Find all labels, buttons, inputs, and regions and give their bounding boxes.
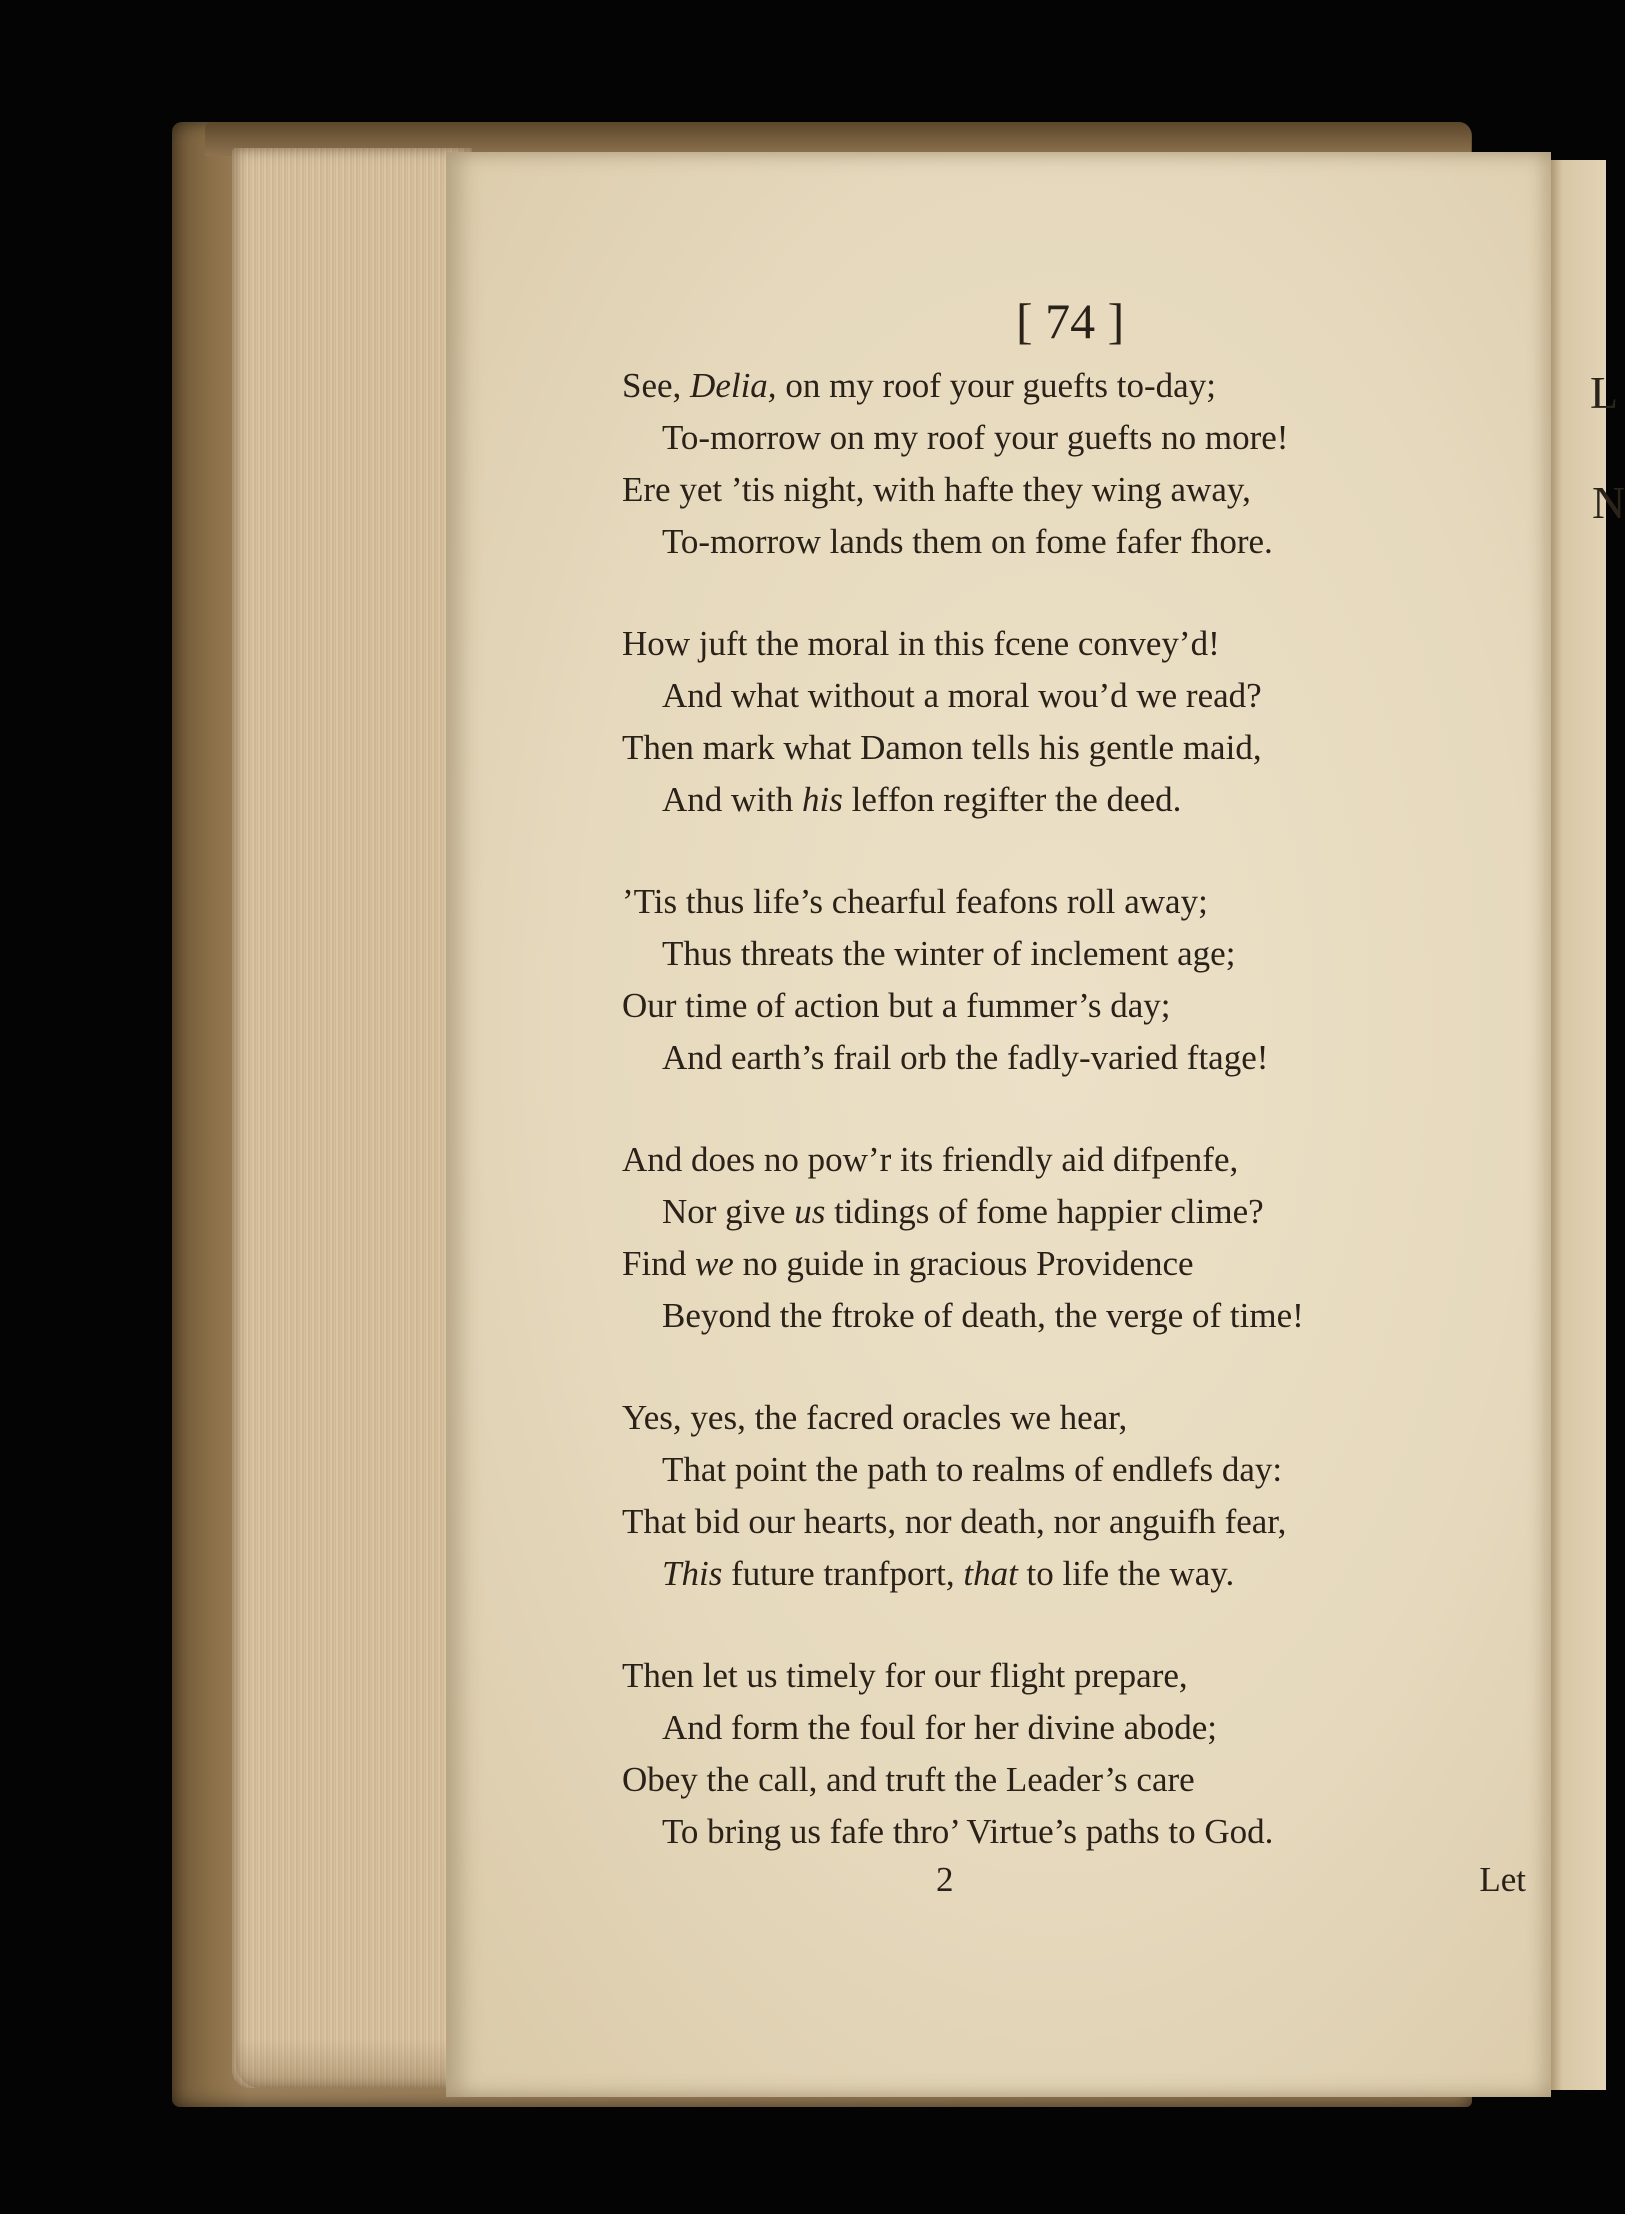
poem-line xyxy=(622,412,1522,464)
opposite-page-letter: L xyxy=(1590,367,1619,418)
poem-line xyxy=(622,1238,1522,1290)
poem-line xyxy=(622,722,1522,774)
poem-line xyxy=(622,516,1522,568)
page-block-edges xyxy=(232,148,472,2088)
text-segment: And earth’s frail orb the fadly-varied ftage! xyxy=(662,1038,1269,1077)
poem-line xyxy=(622,670,1522,722)
italic-segment: us xyxy=(794,1192,826,1231)
poem-line xyxy=(622,1392,1522,1444)
text-segment: And form the foul for her divine abode; xyxy=(662,1708,1217,1747)
text-segment: no guide in gracious Providence xyxy=(733,1244,1194,1283)
text-segment: Obey the call, and truft the Leader’s care xyxy=(622,1760,1195,1799)
text-segment: Nor give xyxy=(662,1192,795,1231)
poem-line xyxy=(622,980,1522,1032)
poem-line xyxy=(622,774,1522,826)
text-segment: to life the way. xyxy=(1017,1554,1235,1593)
poem-line xyxy=(622,1444,1522,1496)
poem-line xyxy=(622,1806,1522,1858)
stanza xyxy=(622,360,1522,568)
text-segment: on my roof your guefts to-day; xyxy=(776,366,1216,405)
text-segment: To bring us fafe thro’ Virtue’s paths to God. xyxy=(662,1812,1274,1851)
poem-line xyxy=(622,1548,1522,1600)
text-segment: Then let us timely for our flight prepare, xyxy=(622,1656,1188,1695)
text-segment: Yes, yes, the facred oracles we hear, xyxy=(622,1398,1128,1437)
stanza xyxy=(622,1392,1522,1600)
stanza xyxy=(622,618,1522,826)
stanza xyxy=(622,1134,1522,1342)
text-segment: How juft the moral in this fcene convey’d! xyxy=(622,624,1220,663)
text-segment: Then mark what Damon tells his gentle maid, xyxy=(622,728,1262,767)
italic-segment: we xyxy=(694,1244,734,1283)
poem-line xyxy=(622,1702,1522,1754)
poem-line xyxy=(622,1754,1522,1806)
poem-line xyxy=(622,876,1522,928)
stanza xyxy=(622,1650,1522,1858)
italic-segment: that xyxy=(963,1554,1018,1593)
page-number: [ 74 ] xyxy=(1016,293,1125,349)
italic-segment: This xyxy=(662,1554,723,1593)
italic-segment: Delia, xyxy=(690,366,777,405)
poem-line xyxy=(622,618,1522,670)
page-footer xyxy=(446,1860,1526,1910)
text-segment: Our time of action but a fummer’s day; xyxy=(622,986,1171,1025)
text-segment: To-morrow on my roof your guefts no more! xyxy=(662,418,1289,457)
text-segment: To-morrow lands them on fome fafer fhore. xyxy=(662,522,1273,561)
poem-line xyxy=(622,928,1522,980)
signature-mark: 2 xyxy=(936,1860,954,1899)
text-segment: That point the path to realms of endlefs day: xyxy=(662,1450,1283,1489)
text-segment: See, xyxy=(622,366,691,405)
catchword: Let xyxy=(1479,1860,1526,1899)
page-block-shadow xyxy=(236,2040,464,2088)
text-segment: That bid our hearts, nor death, nor anguifh fear, xyxy=(622,1502,1287,1541)
poem-line xyxy=(622,1290,1522,1342)
text-segment: Beyond the ftroke of death, the verge of time! xyxy=(662,1296,1304,1335)
text-segment: Ere yet ’tis night, with hafte they wing away, xyxy=(622,470,1251,509)
opposite-page xyxy=(1548,160,1625,2090)
poem-line xyxy=(622,1186,1522,1238)
text-segment: And with xyxy=(662,780,802,819)
poem-line xyxy=(622,360,1522,412)
italic-segment: his xyxy=(802,780,843,819)
text-segment: tidings of fome happier clime? xyxy=(825,1192,1264,1231)
text-segment: And what without a moral wou’d we read? xyxy=(662,676,1262,715)
text-segment: Thus threats the winter of inclement age; xyxy=(662,934,1236,973)
poem-line xyxy=(622,1134,1522,1186)
text-segment: ’Tis thus life’s chearful feafons roll away; xyxy=(622,882,1208,921)
poem-line xyxy=(622,1650,1522,1702)
poem-line xyxy=(622,1032,1522,1084)
poem-line xyxy=(622,464,1522,516)
text-segment: leffon regifter the deed. xyxy=(842,780,1182,819)
text-segment: And does no pow’r its friendly aid difpenfe, xyxy=(622,1140,1239,1179)
stanza xyxy=(622,876,1522,1084)
poem-body xyxy=(622,360,1522,1908)
text-segment: future tranfport, xyxy=(722,1554,964,1593)
poem-line xyxy=(622,1496,1522,1548)
opposite-page-letter: N xyxy=(1592,477,1625,528)
text-segment: Find xyxy=(622,1244,695,1283)
